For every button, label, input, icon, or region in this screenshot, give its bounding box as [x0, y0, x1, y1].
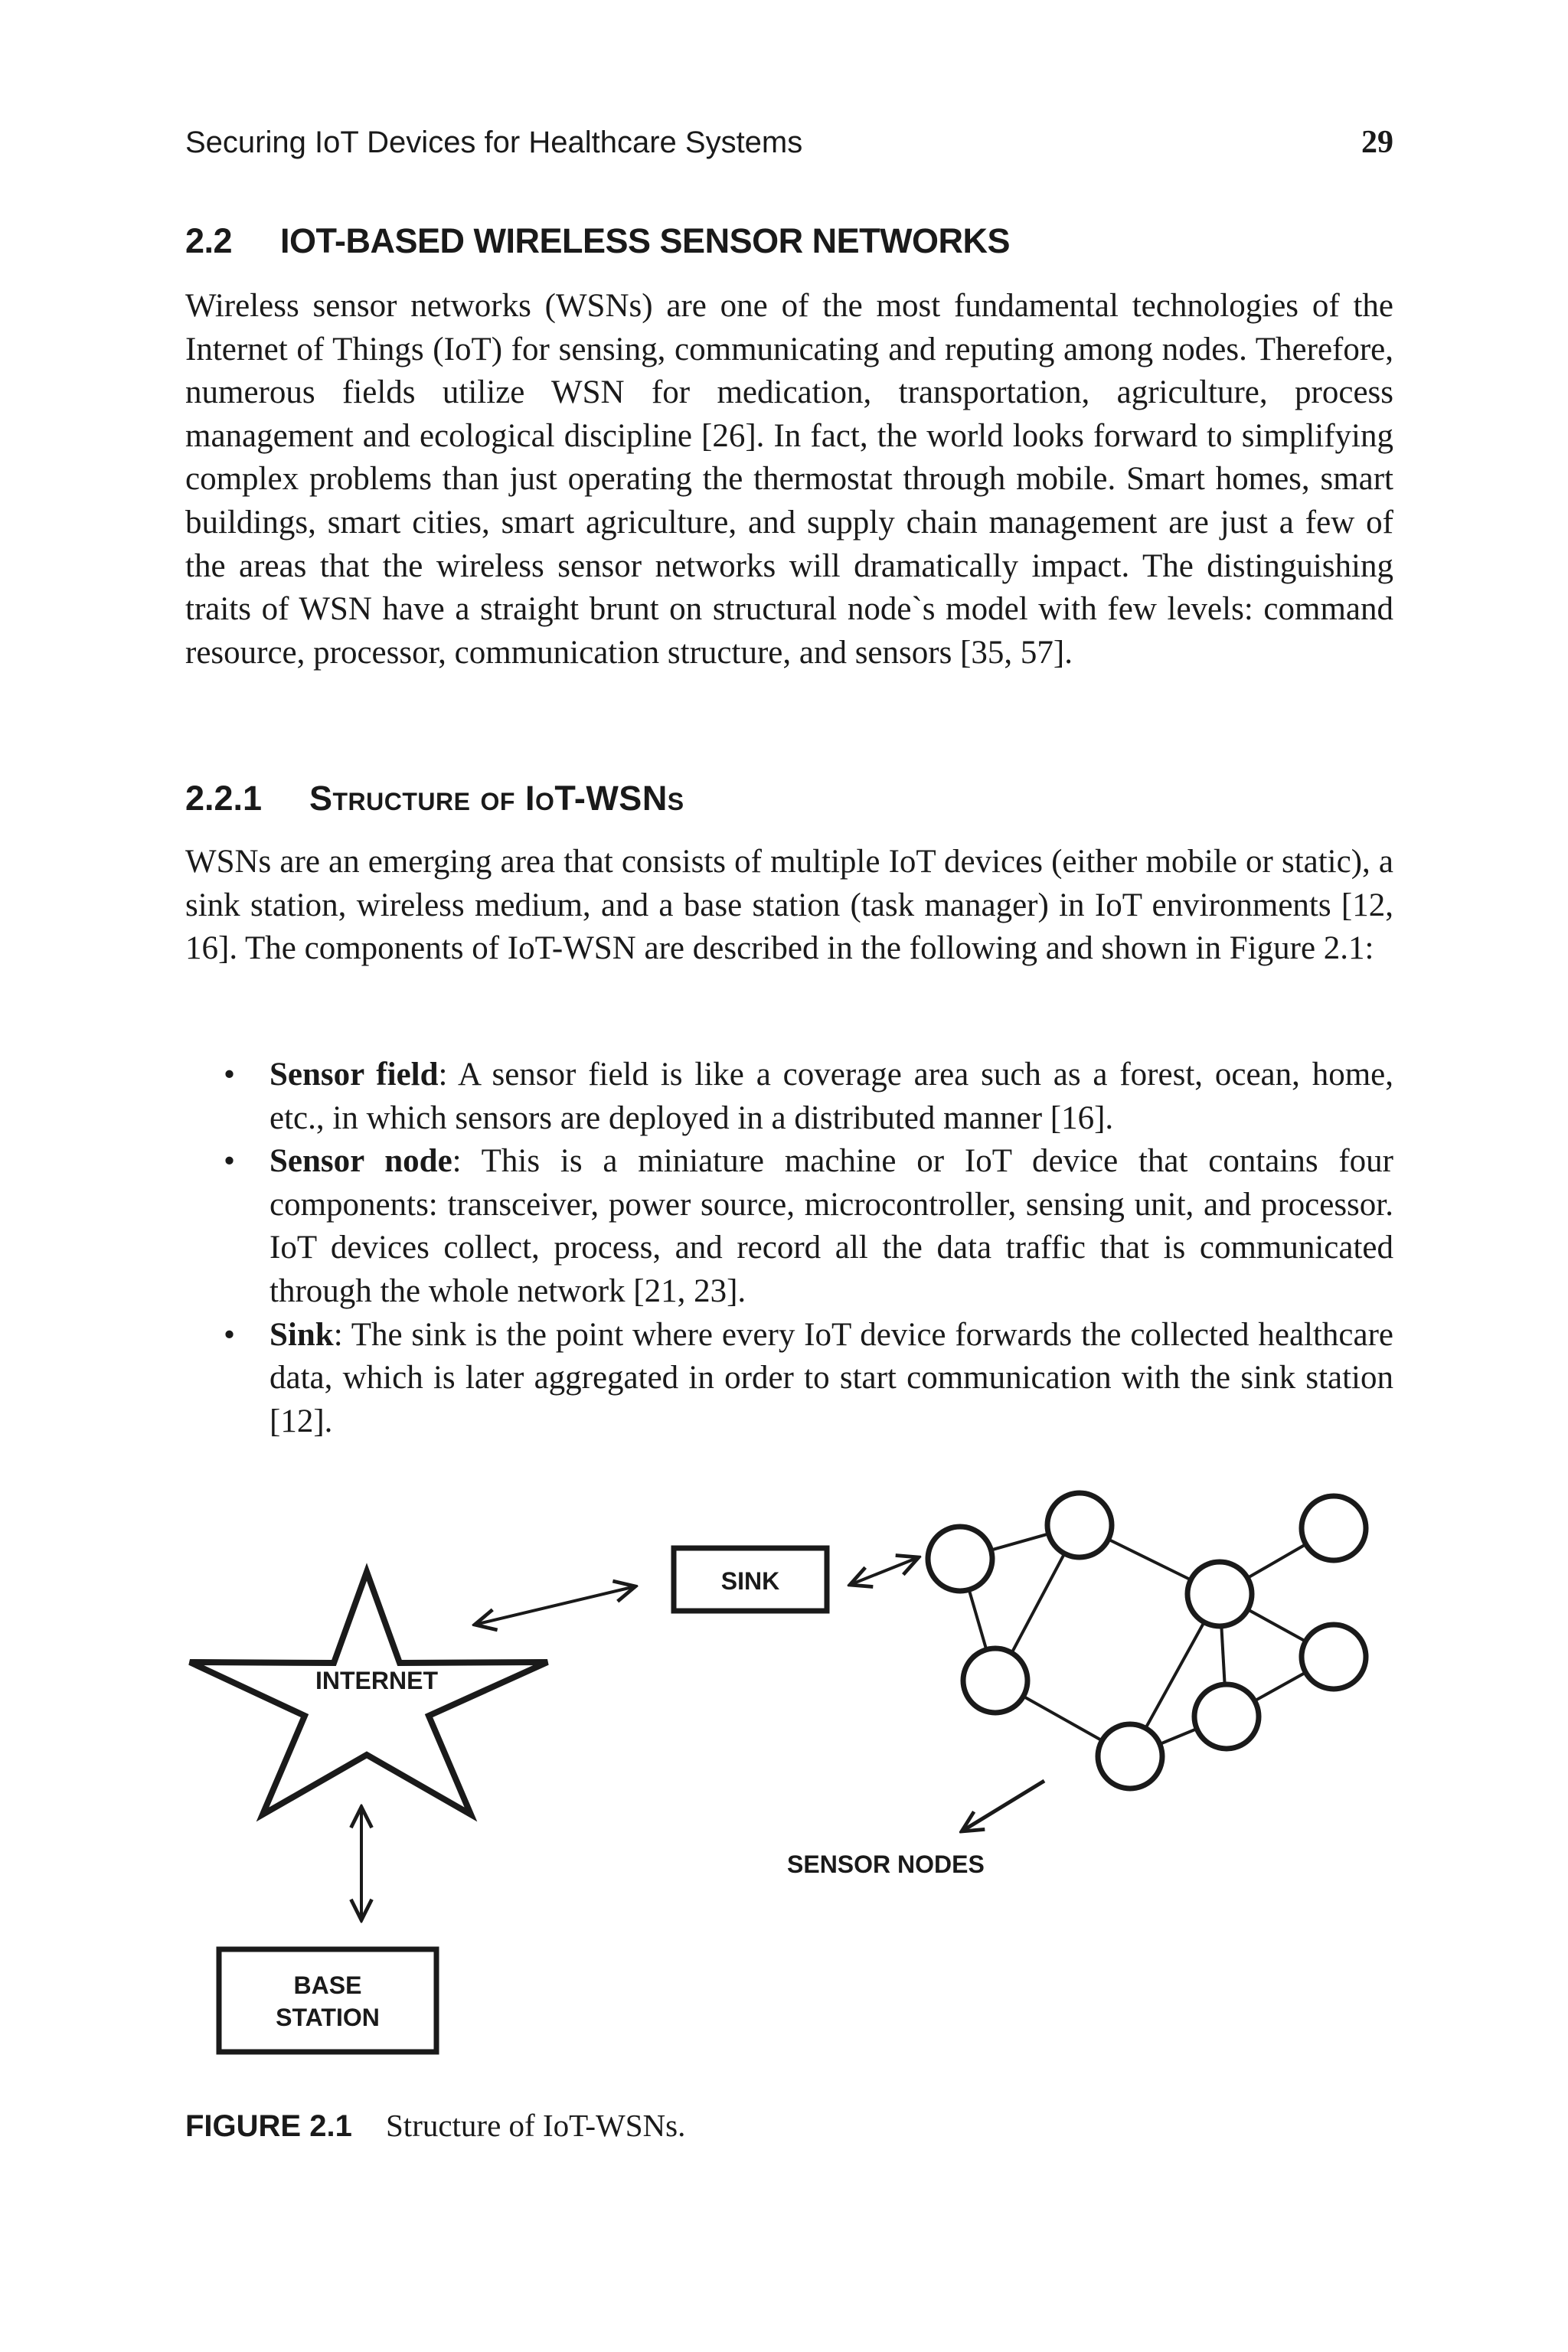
sensor-nodes	[928, 1493, 1366, 1788]
sensor-node	[1098, 1724, 1162, 1788]
figure-caption	[185, 2102, 685, 2149]
list-item-sink	[185, 1314, 1393, 1444]
sink-label: SINK	[720, 1567, 780, 1595]
bullet-icon: •	[224, 1316, 236, 1353]
sensor-node	[1047, 1493, 1112, 1557]
running-head	[185, 119, 1393, 165]
list-item-text: : A sensor field is like a coverage area such as a forest, ocean, home, etc., in which sensors are deployed in a distributed manner [16].	[270, 1057, 1394, 1136]
subsection-title: Structure of IoT-WSNs	[309, 779, 684, 818]
sensor-node	[928, 1527, 992, 1591]
list-item-term: Sensor field	[270, 1057, 439, 1093]
list-item-text: : The sink is the point where every IoT device forwards the collected healthcare data, which is later aggregated in order to start communication with the sink station [12].	[270, 1316, 1393, 1439]
sink-network-arrow	[850, 1557, 919, 1585]
figure-caption-text: Structure of IoT-WSNs.	[386, 2108, 686, 2143]
sensor-nodes-label: SENSOR NODES	[787, 1851, 985, 1878]
sensor-node	[1187, 1562, 1252, 1626]
sensor-node	[1302, 1496, 1366, 1560]
list-item-text: : This is a miniature machine or IoT device that contains four components: transceiver, power source, microcontroller, sensing unit, and processor. IoT devices collect, process, and record all the data traffic that is communicated through the whole network [21, 23].	[270, 1143, 1393, 1309]
sensor-node	[963, 1648, 1027, 1713]
section-heading	[185, 216, 1010, 266]
subsection-heading	[185, 773, 684, 824]
sensor-node	[1302, 1625, 1366, 1689]
base-station-box	[219, 1949, 436, 2052]
section-title: IOT-BASED WIRELESS SENSOR NETWORKS	[280, 221, 1011, 260]
internet-label: INTERNET	[315, 1667, 438, 1694]
page-number: 29	[1361, 125, 1393, 160]
list-item-sensor-field	[185, 1054, 1393, 1140]
base-station-label-line1: BASE	[293, 1971, 362, 1999]
sensor-network-links	[960, 1525, 1334, 1756]
component-list	[185, 1054, 1393, 1443]
sensor-node	[1194, 1684, 1259, 1749]
list-item-term: Sink	[270, 1316, 334, 1353]
figure-iot-wsn-structure	[185, 1485, 1393, 2082]
list-item-term: Sensor node	[270, 1143, 452, 1180]
section-number: 2.2	[185, 221, 233, 260]
list-item-sensor-node	[185, 1140, 1393, 1313]
base-station-label-line2: STATION	[276, 2004, 380, 2031]
subsection-paragraph: WSNs are an emerging area that consists of multiple IoT devices (either mobile or static), a sink station, wireless medium, and a base station (task manager) in IoT environments [12, 16]. The components of IoT-WSN are described in the following and shown in Figure 2.1:	[185, 844, 1393, 967]
running-head-title: Securing IoT Devices for Healthcare Systems	[185, 126, 803, 159]
internet-sink-arrow	[475, 1586, 635, 1625]
bullet-icon: •	[224, 1143, 236, 1180]
figure-diagram	[185, 1485, 1393, 2082]
figure-caption-label: FIGURE 2.1	[185, 2109, 352, 2143]
subsection-number: 2.2.1	[185, 779, 263, 818]
sensor-nodes-pointer-arrow	[962, 1781, 1044, 1831]
bullet-icon: •	[224, 1057, 236, 1093]
section-paragraph: Wireless sensor networks (WSNs) are one of the most fundamental technologies of the Internet of Things (IoT) for sensing, communicating and reputing among nodes. Therefore, numerous fields utilize WSN for medication, transportation, agriculture, process management and ecological discipline [26]. In fact, the world looks forward to simplifying complex problems than just operating the thermostat through mobile. Smart homes, smart buildings, smart cities, smart agriculture, and supply chain management are just a few of the areas that the wireless sensor networks will dramatically impact. The distinguishing traits of WSN have a straight brunt on structural node`s model with few levels: command resource, processor, communication structure, and sensors [35, 57].	[185, 288, 1393, 671]
